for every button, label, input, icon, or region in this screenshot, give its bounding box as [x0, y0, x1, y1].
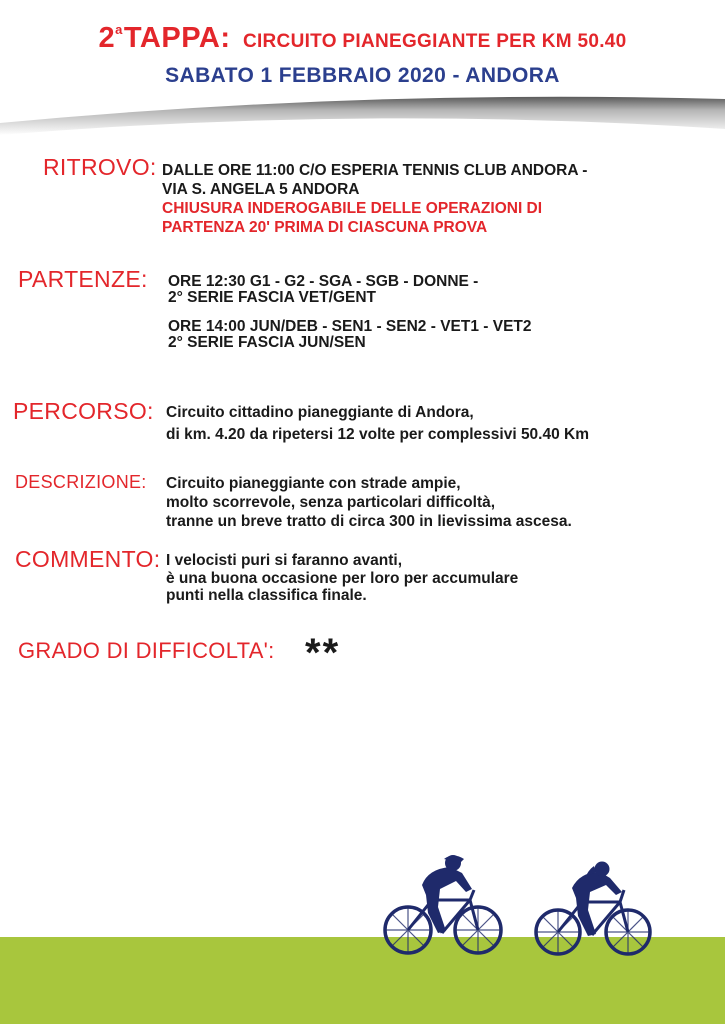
- stage-title: [0, 22, 725, 55]
- partenze-group2-line2: 2° SERIE FASCIA JUN/SEN: [168, 334, 366, 351]
- percorso-line-1: Circuito cittadino pianeggiante di Andora,: [166, 404, 474, 421]
- difficolta-label: GRADO DI DIFFICOLTA':: [18, 638, 275, 663]
- stage-ordinal: a: [115, 22, 123, 37]
- percorso-label: PERCORSO:: [13, 398, 154, 424]
- percorso-line-2: di km. 4.20 da ripetersi 12 volte per complessivi 50.40 Km: [166, 426, 590, 443]
- partenze-group1-line2: 2° SERIE FASCIA VET/GENT: [168, 289, 377, 306]
- ritrovo-label: RITROVO:: [43, 154, 157, 180]
- commento-line-3: punti nella classifica finale.: [166, 587, 367, 604]
- ritrovo-warning-1: CHIUSURA INDEROGABILE DELLE OPERAZIONI DI: [162, 200, 543, 217]
- cyclist-female-icon: [532, 860, 657, 958]
- partenze-group2-line1: ORE 14:00 JUN/DEB - SEN1 - SEN2 - VET1 - VET2: [168, 318, 532, 335]
- stage-heading: [98, 22, 230, 54]
- difficulty-stars: **: [305, 631, 341, 675]
- descrizione-line-1: Circuito pianeggiante con strade ampie,: [166, 475, 461, 492]
- stage-word: TAPPA:: [123, 22, 231, 54]
- descrizione-label: DESCRIZIONE:: [15, 472, 147, 492]
- stage-subtitle: CIRCUITO PIANEGGIANTE PER KM 50.40: [242, 31, 627, 52]
- event-date: SABATO 1 FEBBRAIO 2020 - ANDORA: [165, 64, 560, 87]
- partenze-group1-line1: ORE 12:30 G1 - G2 - SGA - SGB - DONNE -: [168, 273, 479, 290]
- ritrovo-line-2: VIA S. ANGELA 5 ANDORA: [162, 181, 360, 198]
- ritrovo-warning-2: PARTENZA 20' PRIMA DI CIASCUNA PROVA: [162, 219, 488, 236]
- descrizione-line-3: tranne un breve tratto di circa 300 in lievissima ascesa.: [166, 513, 572, 530]
- partenze-label: PARTENZE:: [18, 266, 148, 292]
- stage-number: 2: [98, 22, 116, 54]
- cyclist-male-icon: [380, 855, 510, 957]
- header-swoosh: [0, 85, 725, 145]
- descrizione-line-2: molto scorrevole, senza particolari difficoltà,: [166, 494, 496, 511]
- ritrovo-line-1: DALLE ORE 11:00 C/O ESPERIA TENNIS CLUB ANDORA -: [162, 162, 588, 179]
- commento-label: COMMENTO:: [15, 546, 161, 572]
- commento-line-1: I velocisti puri si faranno avanti,: [166, 552, 403, 569]
- commento-line-2: è una buona occasione per loro per accumulare: [166, 570, 519, 587]
